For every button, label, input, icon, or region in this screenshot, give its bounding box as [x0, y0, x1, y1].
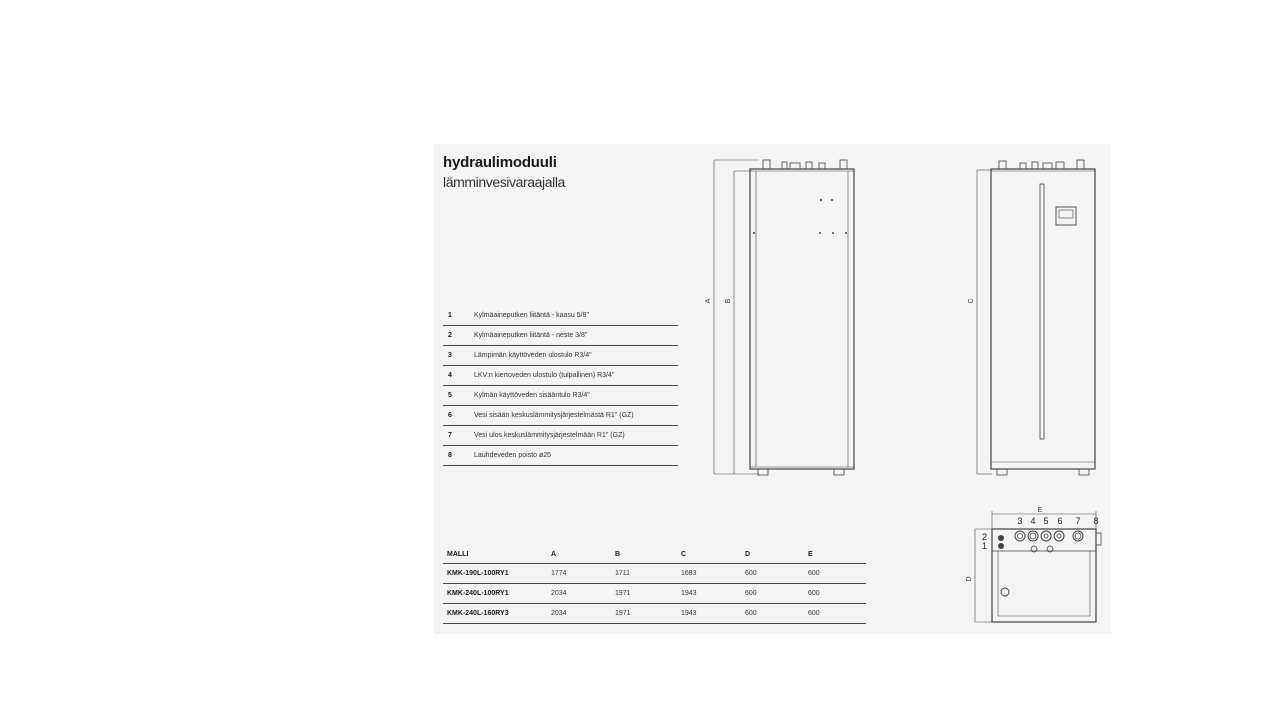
dimension-label-c: C [968, 298, 975, 304]
connection-number: 8 [448, 452, 452, 459]
spec-sheet-panel [434, 144, 1111, 634]
table-cell: 600 [804, 564, 866, 584]
table-cell: 1971 [611, 584, 677, 604]
table-cell: 600 [741, 604, 804, 624]
plan-number: 7 [1075, 516, 1081, 526]
table-cell: 2034 [547, 604, 611, 624]
table-cell: 1711 [611, 564, 677, 584]
header-b: B [611, 545, 677, 564]
dimension-label-a: A [705, 298, 712, 304]
connection-description: Kylmän käyttöveden sisääntulo R3/4" [474, 392, 590, 399]
connection-description: Kylmäaineputken liitäntä - kaasu 5/8" [474, 312, 589, 319]
table-cell: 600 [741, 564, 804, 584]
product-subtitle: lämminvesivaraajalla [443, 174, 565, 190]
plan-view-drawing [975, 511, 1101, 622]
connection-number: 1 [448, 312, 452, 319]
connection-description: Kylmäaineputken liitäntä - neste 3/8" [474, 332, 588, 339]
front-view-drawing [977, 160, 1095, 475]
table-cell: 2034 [547, 584, 611, 604]
dimension-label-b: B [725, 298, 732, 304]
plan-number: 4 [1030, 516, 1036, 526]
plan-number: 6 [1057, 516, 1063, 526]
connection-description: Vesi ulos keskuslämmitysjärjestelmään R1" (GZ) [474, 432, 625, 439]
product-title: hydraulimoduuli [443, 154, 557, 171]
table-cell: 600 [804, 584, 866, 604]
plan-number: 1 [982, 541, 988, 551]
table-cell: 1774 [547, 564, 611, 584]
model-name: KMK-190L-100RY1 [443, 564, 547, 584]
plan-number: 2 [982, 532, 988, 542]
connection-description: Vesi sisään keskuslämmitysjärjestelmästä R1" (GZ) [474, 412, 634, 419]
plan-number: 5 [1043, 516, 1049, 526]
connection-number: 3 [448, 352, 452, 359]
connection-number: 5 [448, 392, 452, 399]
header-c: C [677, 545, 741, 564]
header-model: MALLI [443, 545, 547, 564]
connection-description: Lämpimän käyttöveden ulostulo R3/4" [474, 352, 592, 359]
dimension-label-e: E [1037, 507, 1043, 514]
model-name: KMK-240L-100RY1 [443, 584, 547, 604]
table-cell: 1943 [677, 604, 741, 624]
technical-drawings [434, 144, 1111, 634]
plan-number: 8 [1093, 516, 1099, 526]
plan-number: 3 [1017, 516, 1023, 526]
dimension-label-d: D [966, 576, 973, 582]
header-d: D [741, 545, 804, 564]
table-cell: 600 [804, 604, 866, 624]
model-name: KMK-240L-160RY3 [443, 604, 547, 624]
table-cell: 600 [741, 584, 804, 604]
table-cell: 1683 [677, 564, 741, 584]
table-cell: 1971 [611, 604, 677, 624]
table-cell: 1943 [677, 584, 741, 604]
header-a: A [547, 545, 611, 564]
connection-description: LKV:n kiertoveden ulostulo (tulpallinen) R3/4" [474, 372, 615, 379]
connection-number: 4 [448, 372, 452, 379]
header-e: E [804, 545, 866, 564]
connection-number: 7 [448, 432, 452, 439]
connection-number: 6 [448, 412, 452, 419]
connection-description: Lauhdeveden poisto ø25 [474, 452, 552, 459]
connection-number: 2 [448, 332, 452, 339]
side-view-drawing [714, 160, 854, 475]
